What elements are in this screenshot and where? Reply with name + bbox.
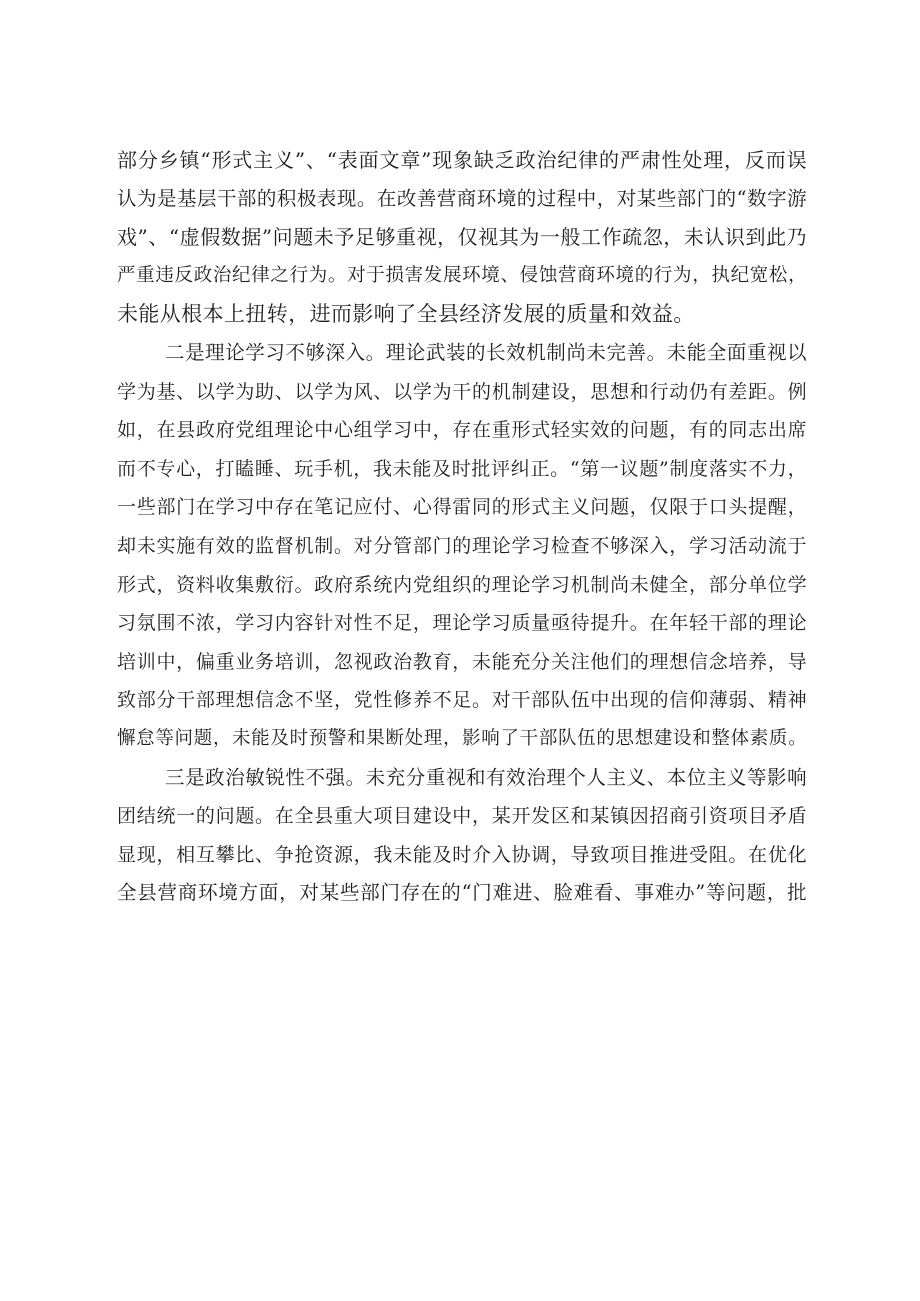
paragraph-1-line-2: 认为是基层干部的积极表现。在改善营商环境的过程中，对某些部门的“数字游 <box>117 186 807 210</box>
paragraph-3-line-1: 三是政治敏锐性不强。未充分重视和有效治理个人主义、本位主义等影响 <box>165 765 807 789</box>
paragraph-2-line-1: 二是理论学习不够深入。理论武装的长效机制尚未完善。未能全面重视以 <box>165 340 807 364</box>
paragraph-2-line-10: 致部分干部理想信念不坚，党性修养不足。对干部队伍中出现的信仰薄弱、精神 <box>117 689 807 712</box>
paragraph-2-line-3: 如，在县政府党组理论中心组学习中，存在重形式轻实效的问题，有的同志出席 <box>117 419 807 442</box>
paragraph-2-line-9: 培训中，偏重业务培训，忽视政治教育，未能充分关注他们的理想信念培养，导 <box>117 650 807 673</box>
paragraph-3-line-4: 全县营商环境方面，对某些部门存在的“门难进、脸难看、事难办”等问题，批 <box>117 881 807 905</box>
paragraph-3-line-3: 显现，相互攀比、争抢资源，我未能及时介入协调，导致项目推进受阻。在优化 <box>117 843 807 866</box>
paragraph-3-line-2: 团结统一的问题。在全县重大项目建设中，某开发区和某镇因招商引资项目矛盾 <box>117 805 807 828</box>
document-body <box>117 141 807 913</box>
paragraph-1-line-1: 部分乡镇“形式主义”、“表面文章”现象缺乏政治纪律的严肃性处理，反而误 <box>117 148 807 172</box>
paragraph-1-line-4: 严重违反政治纪律之行为。对于损害发展环境、侵蚀营商环境的行为，执纪宽松， <box>117 264 807 286</box>
paragraph-2-line-4: 而不专心，打瞌睡、玩手机，我未能及时批评纠正。“第一议题”制度落实不力， <box>117 457 807 480</box>
paragraph-2-line-5: 一些部门在学习中存在笔记应付、心得雷同的形式主义问题，仅限于口头提醒， <box>117 496 807 519</box>
paragraph-2-line-11: 懈怠等问题，未能及时预警和果断处理，影响了干部队伍的思想建设和整体素质。 <box>117 727 807 749</box>
paragraph-2-line-8: 习氛围不浓，学习内容针对性不足，理论学习质量亟待提升。在年轻干部的理论 <box>117 612 807 635</box>
paragraph-2-line-6: 却未实施有效的监督机制。对分管部门的理论学习检查不够深入，学习活动流于 <box>117 534 807 557</box>
paragraph-1-line-5: 未能从根本上扭转，进而影响了全县经济发展的质量和效益。 <box>117 302 695 327</box>
paragraph-1-line-3: 戏”、“虚假数据”问题未予足够重视，仅视其为一般工作疏忽，未认识到此乃 <box>117 225 807 250</box>
paragraph-2-line-2: 学为基、以学为助、以学为风、以学为干的机制建设，思想和行动仍有差距。例 <box>117 380 807 403</box>
paragraph-2-line-7: 形式，资料收集敷衍。政府系统内党组织的理论学习机制尚未健全，部分单位学 <box>117 573 807 596</box>
